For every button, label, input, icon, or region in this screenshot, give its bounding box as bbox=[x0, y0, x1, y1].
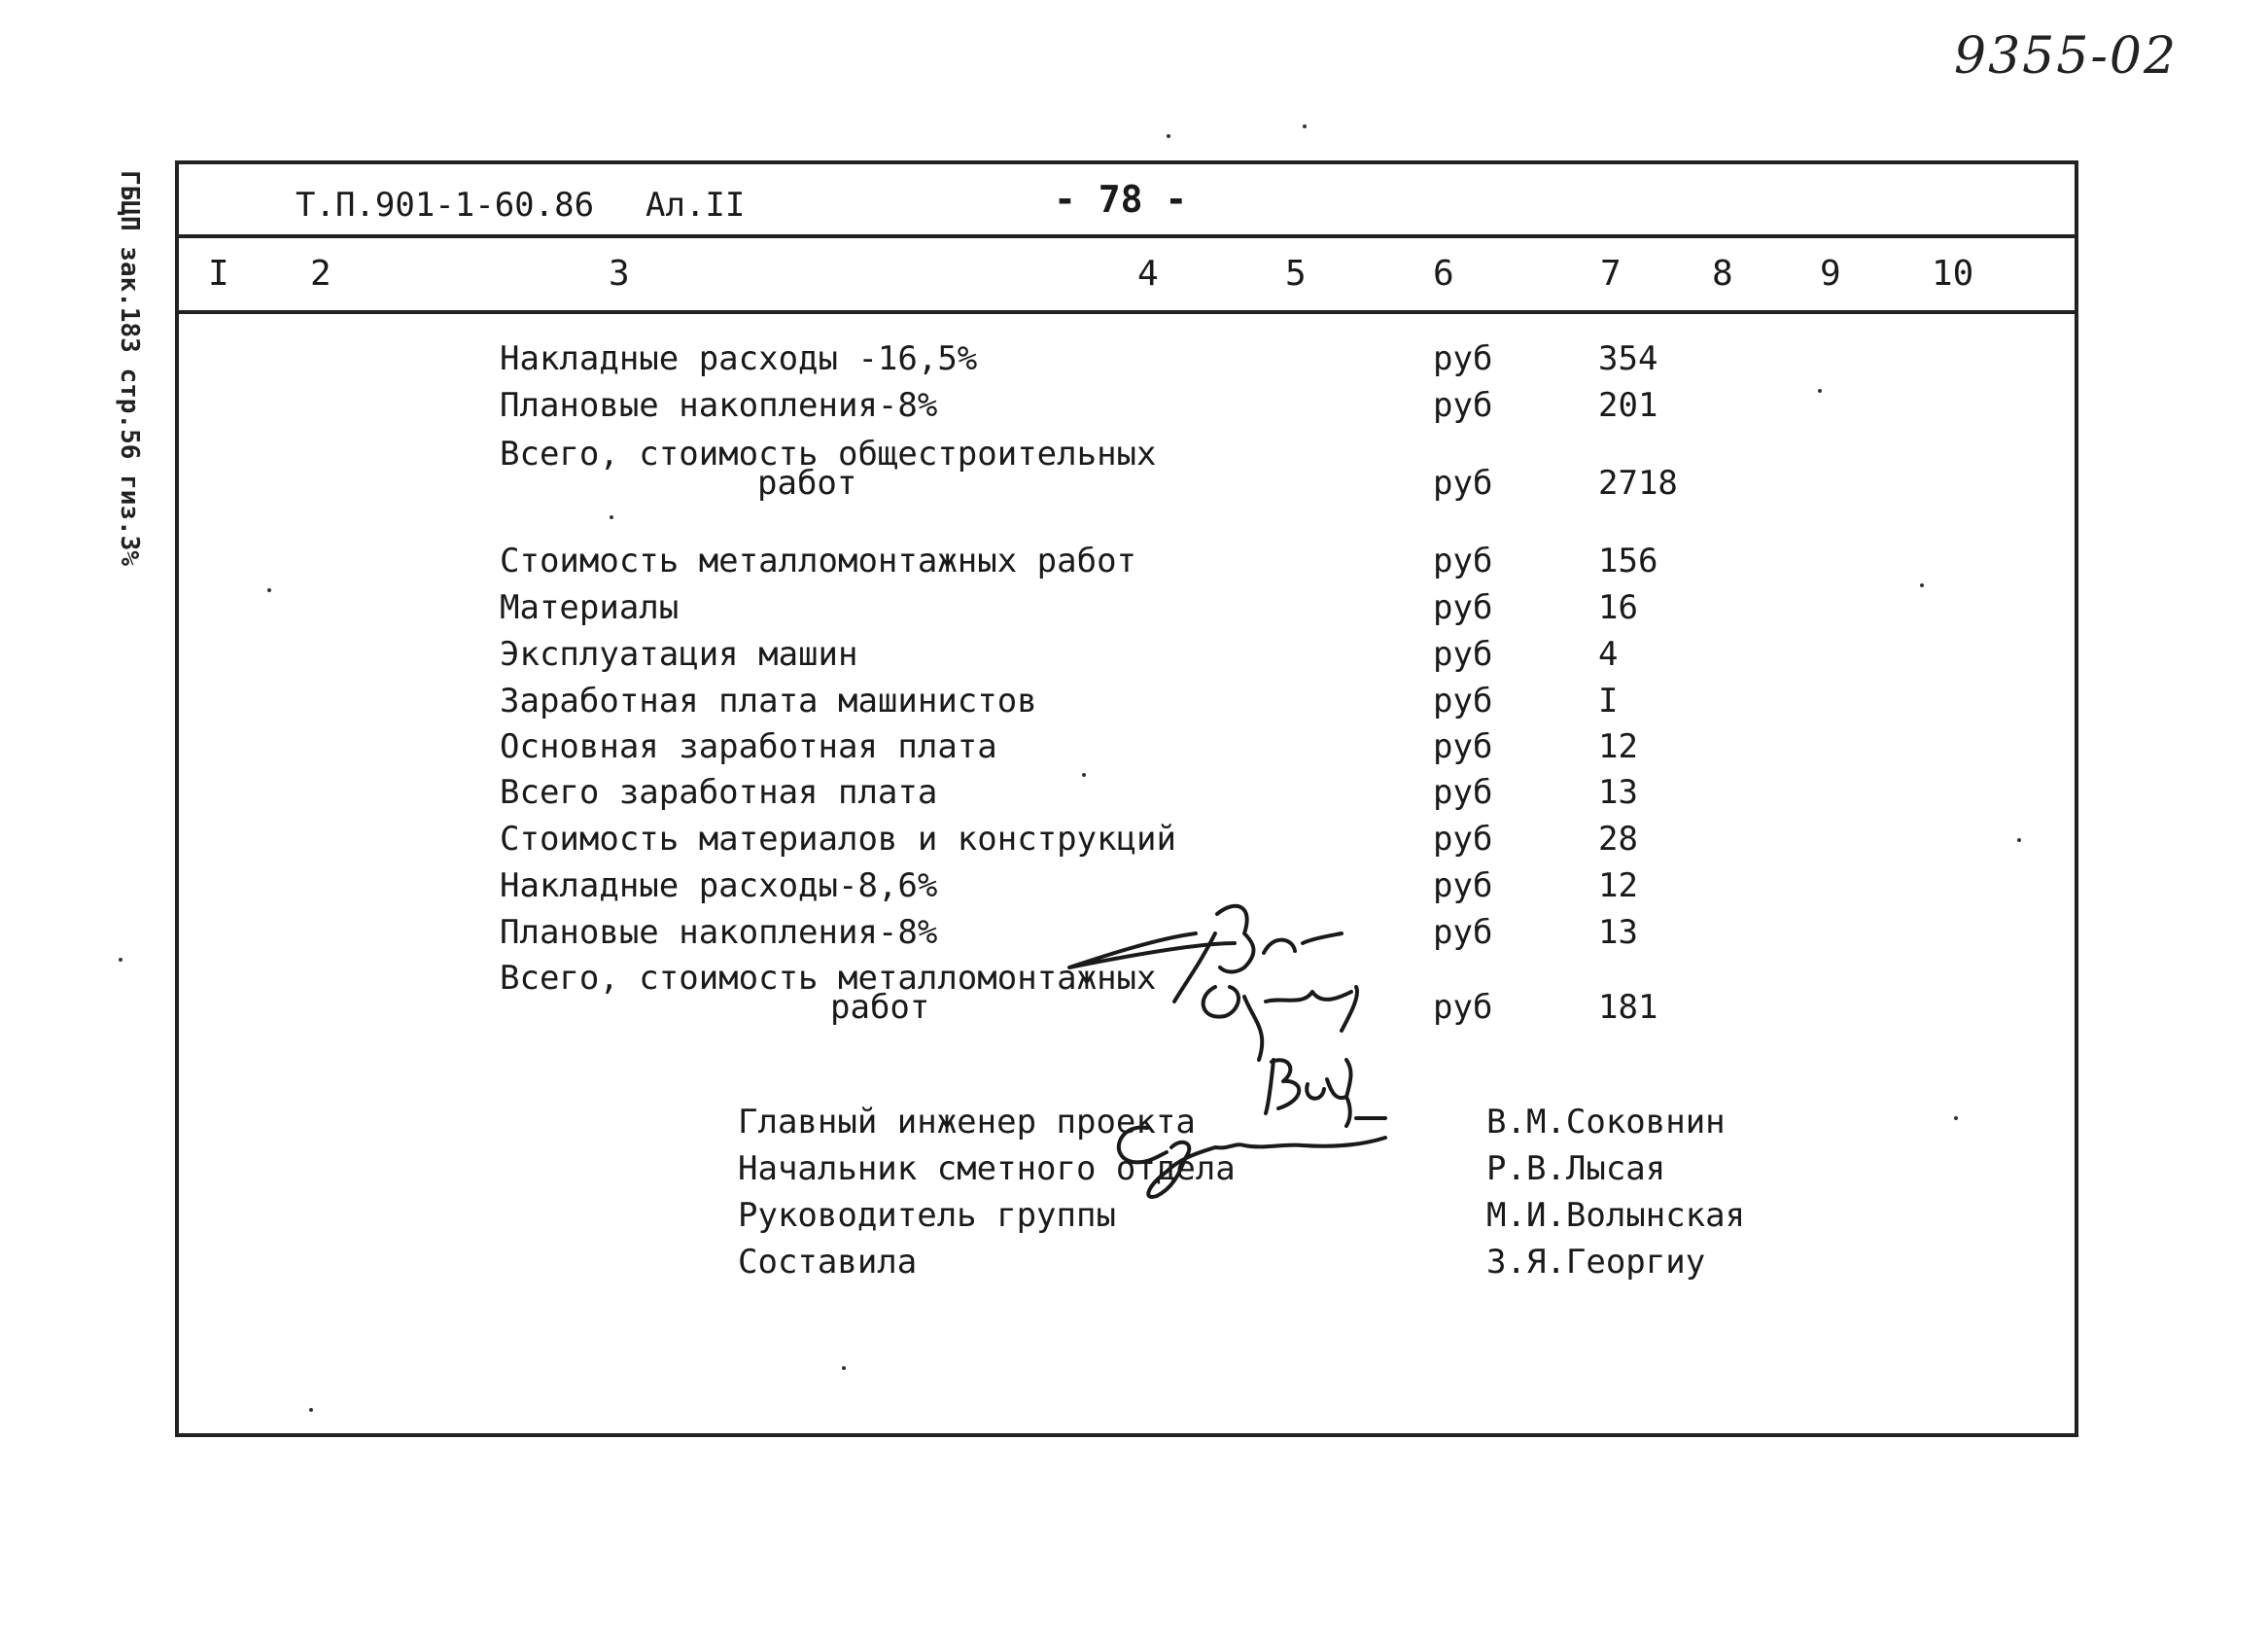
title-block bbox=[179, 164, 2075, 238]
scan-speck bbox=[267, 588, 271, 592]
cost-item-name: Плановые накопления-8% bbox=[500, 913, 938, 952]
column-number: 9 bbox=[1820, 254, 1841, 294]
scan-speck bbox=[119, 958, 122, 962]
scan-speck bbox=[1954, 1116, 1958, 1120]
signature-chief-engineer bbox=[1069, 906, 1342, 1002]
table-row bbox=[179, 820, 2075, 866]
table-row bbox=[179, 339, 2075, 386]
table-row bbox=[179, 773, 2075, 820]
project-code: Т.П.901-1-60.86 bbox=[296, 186, 595, 225]
scan-speck bbox=[2017, 838, 2021, 842]
cost-unit: руб bbox=[1433, 866, 1493, 905]
page-number: - 78 - bbox=[1054, 178, 1188, 221]
cost-item-name: Всего, стоимость металломонтажных bbox=[500, 959, 1157, 998]
cost-item-name: Материалы bbox=[500, 588, 680, 627]
signature-compiler bbox=[1119, 1118, 1385, 1197]
signatory-role: Главный инженер проекта bbox=[738, 1103, 1196, 1142]
scan-speck bbox=[1303, 124, 1307, 128]
column-number: 5 bbox=[1285, 254, 1307, 294]
cost-unit: руб bbox=[1433, 727, 1493, 766]
cost-item-name: Плановые накопления-8% bbox=[500, 386, 938, 425]
table-row bbox=[179, 542, 2075, 588]
scan-speck bbox=[1920, 583, 1924, 587]
cost-unit: руб bbox=[1433, 588, 1493, 627]
table-row bbox=[179, 386, 2075, 433]
margin-stamp-text: ГБЦП зак.183 стр.56 гиз.3% bbox=[115, 170, 144, 566]
signatory-role: Начальник сметного отдела bbox=[738, 1149, 1236, 1188]
signature-group-leader bbox=[1266, 1060, 1351, 1126]
cost-value: 28 bbox=[1598, 820, 1638, 859]
cost-unit: руб bbox=[1433, 635, 1493, 674]
column-number: 7 bbox=[1600, 254, 1622, 294]
cost-value: 4 bbox=[1598, 635, 1619, 674]
cost-unit: руб bbox=[1433, 386, 1493, 425]
margin-stamp bbox=[115, 170, 173, 566]
signatory-role: Руководитель группы bbox=[738, 1196, 1116, 1235]
cost-value: 13 bbox=[1598, 773, 1638, 812]
archive-number: 9355-02 bbox=[1954, 27, 2179, 86]
cost-unit: руб bbox=[1433, 820, 1493, 859]
handwritten-signatures bbox=[1011, 875, 1458, 1206]
cost-unit: руб bbox=[1433, 682, 1493, 721]
scan-speck bbox=[610, 515, 613, 519]
scan-speck bbox=[1167, 134, 1170, 138]
cost-unit: руб bbox=[1433, 773, 1493, 812]
cost-value: 13 bbox=[1598, 913, 1638, 952]
scan-speck bbox=[1082, 773, 1086, 777]
signatory-name: З.Я.Георгиу bbox=[1486, 1243, 1706, 1282]
table-row bbox=[179, 635, 2075, 682]
album-number: Ал.II bbox=[646, 186, 746, 225]
scan-speck bbox=[1818, 389, 1822, 393]
cost-item-name: Всего, стоимость общестроительных bbox=[500, 435, 1157, 474]
cost-item-name: Накладные расходы -16,5% bbox=[500, 339, 978, 378]
cost-item-name: Заработная плата машинистов bbox=[500, 682, 1037, 721]
signature-estimate-head bbox=[1204, 987, 1357, 1060]
cost-item-name-continuation: работ bbox=[830, 988, 930, 1027]
signatory-role: Составила bbox=[738, 1243, 918, 1282]
cost-value: 16 bbox=[1598, 588, 1638, 627]
cost-value: 201 bbox=[1598, 386, 1658, 425]
signatory-name: В.М.Соковнин bbox=[1486, 1103, 1726, 1142]
table-row bbox=[179, 682, 2075, 728]
table-row bbox=[179, 588, 2075, 635]
cost-item-name: Стоимость материалов и конструкций bbox=[500, 820, 1176, 859]
cost-unit: руб bbox=[1433, 913, 1493, 952]
cost-value: 12 bbox=[1598, 866, 1638, 905]
column-number: I bbox=[208, 254, 229, 294]
scan-speck bbox=[309, 1408, 313, 1412]
cost-unit: руб bbox=[1433, 542, 1493, 580]
column-number-row bbox=[179, 238, 2075, 314]
column-number: 4 bbox=[1137, 254, 1159, 294]
column-number: 6 bbox=[1433, 254, 1454, 294]
cost-item-name: Всего заработная плата bbox=[500, 773, 938, 812]
column-number: 2 bbox=[310, 254, 331, 294]
column-number: 10 bbox=[1932, 254, 1974, 294]
column-number: 3 bbox=[609, 254, 630, 294]
cost-value: 156 bbox=[1598, 542, 1658, 580]
signatory-name: М.И.Волынская bbox=[1486, 1196, 1746, 1235]
signatory-row bbox=[179, 1243, 2075, 1289]
cost-value: I bbox=[1598, 682, 1619, 721]
cost-value: 354 bbox=[1598, 339, 1658, 378]
cost-unit: руб bbox=[1433, 464, 1493, 503]
cost-unit: руб bbox=[1433, 988, 1493, 1027]
scan-speck bbox=[842, 1366, 846, 1370]
table-row bbox=[179, 435, 2075, 512]
document-frame bbox=[175, 160, 2078, 1437]
cost-item-name: Накладные расходы-8,6% bbox=[500, 866, 938, 905]
cost-item-name: Основная заработная плата bbox=[500, 727, 997, 766]
cost-value: 181 bbox=[1598, 988, 1658, 1027]
cost-value: 2718 bbox=[1598, 464, 1678, 503]
cost-item-name: Эксплуатация машин bbox=[500, 635, 858, 674]
table-row bbox=[179, 727, 2075, 774]
cost-item-name-continuation: работ bbox=[757, 464, 857, 503]
signatory-name: Р.В.Лысая bbox=[1486, 1149, 1666, 1188]
cost-unit: руб bbox=[1433, 339, 1493, 378]
cost-value: 12 bbox=[1598, 727, 1638, 766]
column-number: 8 bbox=[1712, 254, 1733, 294]
cost-item-name: Стоимость металломонтажных работ bbox=[500, 542, 1137, 580]
